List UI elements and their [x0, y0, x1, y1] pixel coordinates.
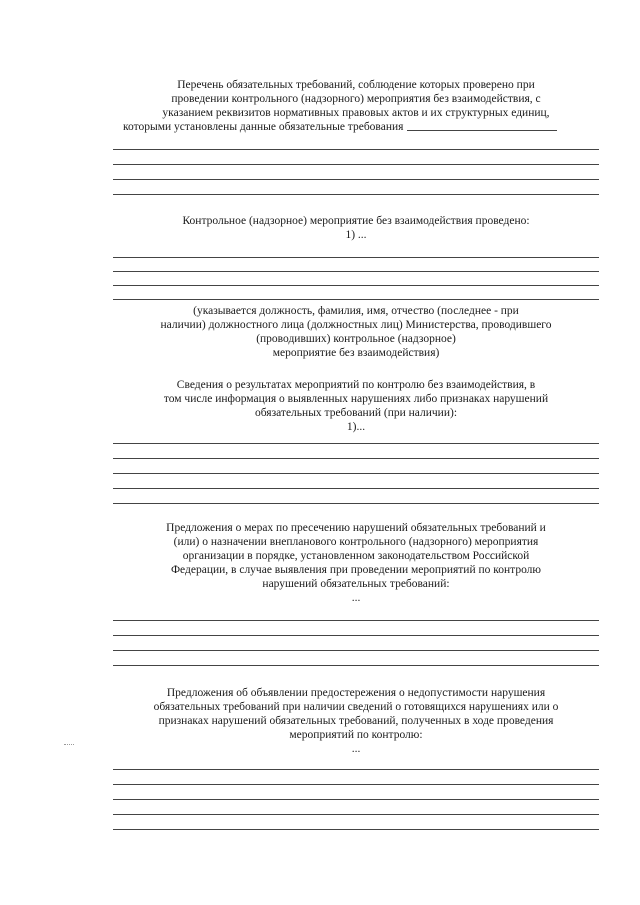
required-requirements-list-heading [113, 78, 599, 134]
warning-proposals-heading [113, 686, 599, 756]
heading-line: Предложения о мерах по пресечению нарушений обязательных требований и [166, 522, 546, 534]
suppression-proposals-heading [113, 521, 599, 605]
answer-line[interactable] [113, 458, 599, 459]
heading-line: нарушений обязательных требований: [262, 578, 450, 590]
heading-line: проведении контрольного (надзорного) мероприятия без взаимодействия, с [171, 93, 541, 105]
heading-line: (или) о назначении внепланового контрольного (надзорного) мероприятия [173, 536, 539, 548]
answer-line[interactable] [113, 473, 599, 474]
answer-line[interactable] [113, 503, 599, 504]
inspection-conducted-heading [113, 214, 599, 242]
answer-line[interactable] [113, 665, 599, 666]
answer-line[interactable] [113, 829, 599, 830]
answer-line[interactable] [113, 271, 599, 272]
answer-line[interactable] [113, 635, 599, 636]
heading-line: том числе информация о выявленных нарушениях либо признаках нарушений [163, 393, 549, 405]
list-item: 1) ... [345, 229, 367, 241]
answer-line[interactable] [113, 799, 599, 800]
list-item: ... [351, 592, 361, 604]
answer-line[interactable] [113, 285, 599, 286]
fill-in-blank[interactable] [407, 120, 557, 131]
results-info-heading [113, 378, 599, 434]
heading-line-with-blank [113, 120, 599, 134]
answer-line[interactable] [113, 488, 599, 489]
answer-line[interactable] [113, 769, 599, 770]
heading-line: Предложения об объявлении предостережения о недопустимости нарушения [166, 687, 546, 699]
answer-line[interactable] [113, 814, 599, 815]
caption-line: (проводивших) контрольное (надзорное) [256, 333, 456, 345]
answer-line[interactable] [113, 784, 599, 785]
list-item: ... [351, 743, 361, 755]
heading-line: Федерации, в случае выявления при проведении мероприятий по контролю [170, 564, 542, 576]
caption-line: (указывается должность, фамилия, имя, отчество (последнее - при [193, 305, 519, 317]
heading-line: указанием реквизитов нормативных правовых актов и их структурных единиц, [162, 107, 550, 119]
caption-line: мероприятие без взаимодействия) [272, 347, 440, 359]
caption-line: наличии) должностного лица (должностных лиц) Министерства, проводившего [160, 319, 552, 331]
answer-line[interactable] [113, 194, 599, 195]
answer-line[interactable] [113, 164, 599, 165]
list-item: 1)... [346, 421, 366, 433]
official-caption [113, 304, 599, 360]
answer-line[interactable] [113, 257, 599, 258]
answer-line[interactable] [113, 650, 599, 651]
answer-line[interactable] [113, 149, 599, 150]
heading-line: организации в порядке, установленном законодательством Российской [182, 550, 530, 562]
heading-line-text: которыми установлены данные обязательные требования [123, 121, 404, 133]
answer-line[interactable] [113, 299, 599, 300]
scan-mark [64, 744, 74, 745]
answer-line[interactable] [113, 620, 599, 621]
heading-line: обязательных требований при наличии сведений о готовящихся нарушениях или о [153, 701, 559, 713]
heading-line: Контрольное (надзорное) мероприятие без взаимодействия проведено: [182, 215, 530, 227]
answer-line[interactable] [113, 443, 599, 444]
heading-line: Сведения о результатах мероприятий по контролю без взаимодействия, в [176, 379, 536, 391]
heading-line: обязательных требований (при наличии): [254, 407, 458, 419]
answer-line[interactable] [113, 179, 599, 180]
heading-line: мероприятий по контролю: [289, 729, 423, 741]
heading-line: признаках нарушений обязательных требований, полученных в ходе проведения [158, 715, 554, 727]
heading-line: Перечень обязательных требований, соблюдение которых проверено при [177, 79, 535, 91]
